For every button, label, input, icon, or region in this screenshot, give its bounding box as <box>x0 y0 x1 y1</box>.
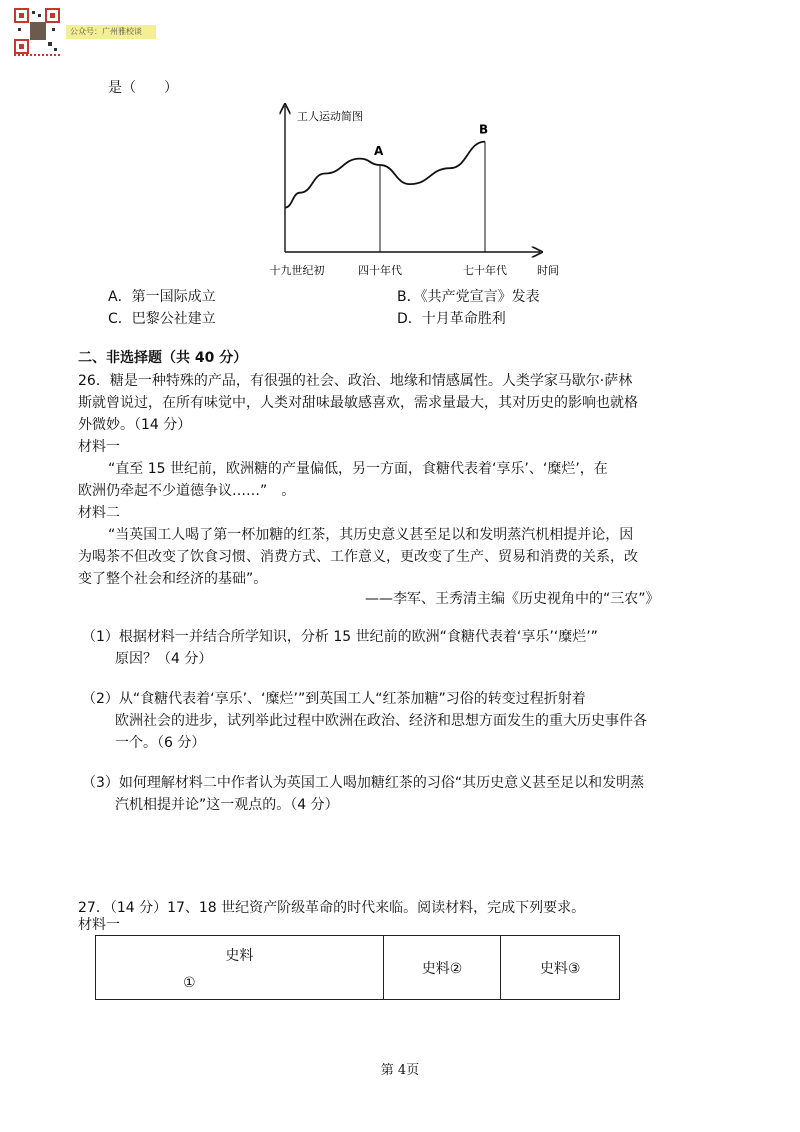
movement-curve <box>285 142 485 208</box>
option-a[interactable] <box>108 287 216 307</box>
question-tail: 是（ ） <box>108 80 178 96</box>
table-cell-source-1 <box>96 936 384 1000</box>
q26-sub-3-line: （3）如何理解材料二中作者认为英国工人喝加糖红茶的习俗“其历史意义甚至足以和发明蒸 <box>82 775 645 791</box>
x-tick-label: 七十年代 <box>463 264 507 277</box>
option-d[interactable] <box>397 309 506 329</box>
table-cell-number: ① <box>183 974 196 991</box>
option-letter: B． <box>397 289 421 305</box>
option-text: 十月革命胜利 <box>421 311 506 327</box>
source-table <box>95 935 620 1000</box>
q26-source-citation: ——李军、王秀清主编《历史视角中的“三农”》 <box>365 591 660 607</box>
q26-material-1-line: 欧洲仍牵起不少道德争议……” 。 <box>78 483 296 499</box>
option-letter: D． <box>397 311 422 327</box>
q26-material-1-line: “直至 15 世纪前，欧洲糖的产量偏低，另一方面，食糖代表着‘享乐’、‘糜烂’，在 <box>108 461 608 477</box>
point-a-label: A <box>374 144 384 159</box>
option-b[interactable] <box>397 287 540 307</box>
option-text: 《共产党宣言》发表 <box>420 289 540 305</box>
q26-material-2-line: 变了整个社会和经济的基础”。 <box>78 571 268 587</box>
table-cell-text: 史料 <box>225 947 254 964</box>
qr-code-icon <box>14 8 60 54</box>
q26-sub-2-line: （2）从“食糖代表着‘享乐’、‘糜烂’”到英国工人“红茶加糖”习俗的转变过程折射着 <box>82 691 586 707</box>
q26-sub-1-line: 原因？（4 分） <box>115 651 213 667</box>
qr-caption-decoration <box>14 54 60 62</box>
worker-movement-chart <box>255 100 559 285</box>
q26-sub-1-line: （1）根据材料一并结合所学知识，分析 15 世纪前的欧洲“食糖代表着‘享乐’‘糜烂’” <box>82 629 598 645</box>
x-tick-label: 十九世纪初 <box>269 264 325 277</box>
table-cell-source-3: 史料③ <box>501 936 620 1000</box>
q26-material-2-label: 材料二 <box>78 505 120 521</box>
x-tick-label: 四十年代 <box>358 264 402 277</box>
q26-sub-2-line: 欧洲社会的进步，试列举此过程中欧洲在政治、经济和思想方面发生的重大历史事件各 <box>115 713 647 729</box>
header-badge: 公众号：广州雅校谈 <box>66 25 156 39</box>
q26-sub-3-line: 汽机相提并论”这一观点的。（4 分） <box>115 797 339 813</box>
q26-material-2-line: “当英国工人喝了第一杯加糖的红茶，其历史意义甚至足以和发明蒸汽机相提并论，因 <box>108 527 634 543</box>
q26-intro-line: 外微妙。（14 分） <box>78 417 192 433</box>
q27-material-1-label: 材料一 <box>78 917 120 933</box>
q27-intro: 27．（14 分）17、18 世纪资产阶级革命的时代来临。阅读材料，完成下列要求。 <box>78 900 586 916</box>
page-number <box>0 1059 800 1078</box>
q26-intro-line: 26．糖是一种特殊的产品，有很强的社会、政治、地缘和情感属性。人类学家马歇尔·萨林 <box>78 373 633 389</box>
q26-sub-2-line: 一个。（6 分） <box>115 735 206 751</box>
table-row <box>96 936 620 1000</box>
option-c[interactable] <box>108 309 216 329</box>
point-b-label: B <box>479 122 489 137</box>
option-text: 第一国际成立 <box>131 289 216 305</box>
section-title: 二、非选择题（共 40 分） <box>78 350 248 366</box>
q26-material-2-line: 为喝茶不但改变了饮食习惯、消费方式、工作意义，更改变了生产、贸易和消费的关系，改 <box>78 549 638 565</box>
option-letter: C． <box>108 311 132 327</box>
chart-title: 工人运动简图 <box>297 110 363 123</box>
q26-material-1-label: 材料一 <box>78 439 120 455</box>
table-cell-source-2: 史料② <box>383 936 501 1000</box>
q26-intro-line: 斯就曾说过，在所有味觉中，人类对甜味最敏感喜欢，需求量最大，其对历史的影响也就格 <box>78 395 638 411</box>
x-axis-label: 时间 <box>537 264 559 277</box>
option-text: 巴黎公社建立 <box>131 311 216 327</box>
option-letter: A． <box>108 289 132 305</box>
page-number-text: 第 4页 <box>380 1063 420 1078</box>
